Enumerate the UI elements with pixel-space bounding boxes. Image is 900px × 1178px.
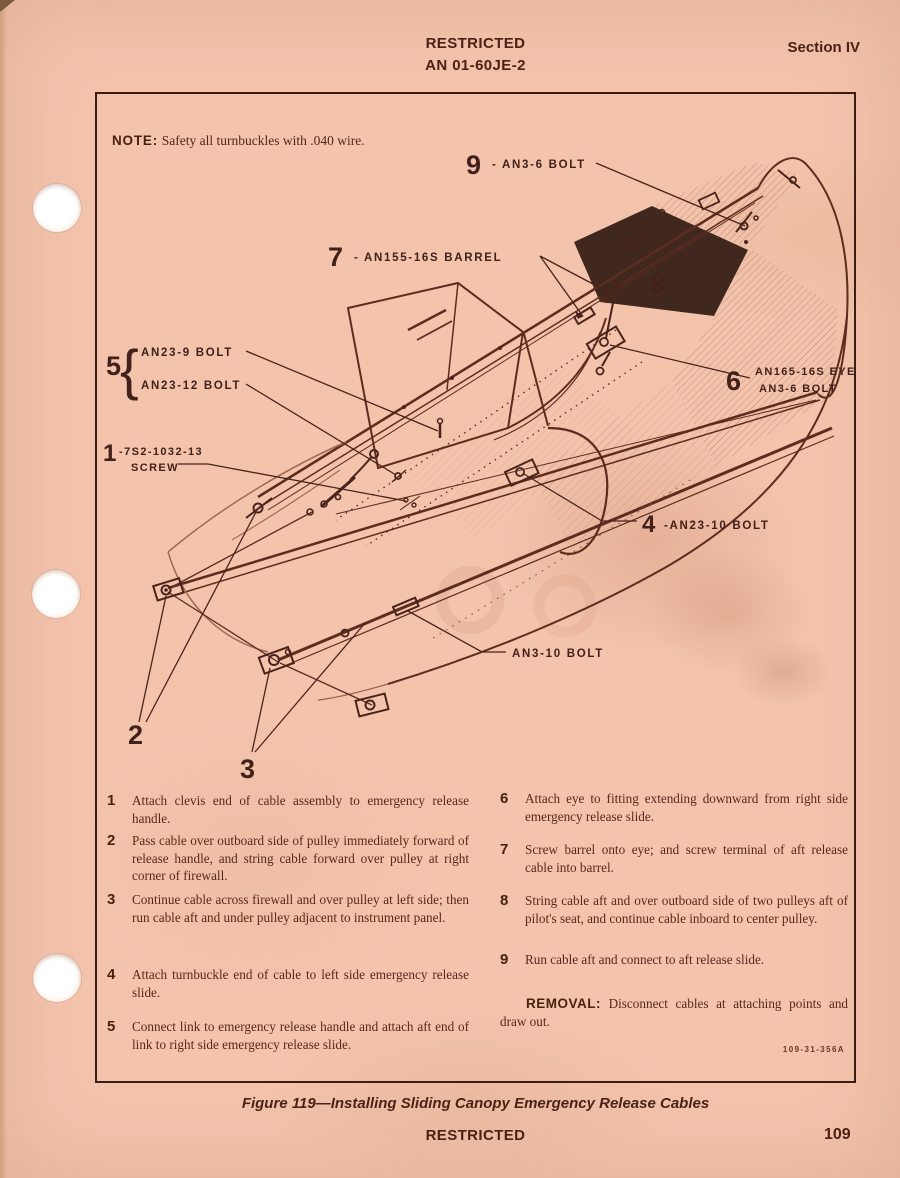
callout-1-number: 1 <box>103 440 117 467</box>
removal-text: Disconnect cables at attaching points and draw out. <box>500 996 849 1029</box>
step-5-text: Connect link to emergency release handle and attach aft end of link to right side emergency release slide. <box>132 1019 469 1052</box>
right-release-slide <box>587 327 625 359</box>
canopy-cable-illustration <box>95 92 856 1083</box>
callout-4-label: -AN23-10 BOLT <box>664 520 770 532</box>
callout-1-line1: -7S2-1032-13 <box>119 446 204 458</box>
page-number: 109 <box>824 1126 851 1143</box>
fuselage-shading <box>402 162 838 552</box>
callout-7-label: - AN155-16S BARREL <box>354 252 503 264</box>
step-7-text: Screw barrel onto eye; and screw terminal of aft release cable into barrel. <box>525 842 848 875</box>
callout-5-line1: AN23-9 BOLT <box>141 347 233 359</box>
step-1-text: Attach clevis end of cable assembly to emergency release handle. <box>132 793 469 826</box>
step-4-number: 4 <box>107 966 116 983</box>
punch-hole-bottom <box>33 954 81 1002</box>
callout-3-number: 3 <box>240 754 256 784</box>
step-8 <box>500 892 848 927</box>
step-4-text: Attach turnbuckle end of cable to left side emergency release slide. <box>132 967 469 1000</box>
callout-5-number: 5 <box>106 351 122 381</box>
figure-caption: Figure 119—Installing Sliding Canopy Emergency Release Cables <box>241 1095 710 1112</box>
callout-an310-label: AN3-10 BOLT <box>512 648 604 660</box>
step-6-number: 6 <box>500 790 509 807</box>
header-classification: RESTRICTED <box>425 35 526 52</box>
footer-classification: RESTRICTED <box>425 1127 526 1144</box>
punch-hole-top <box>33 184 81 232</box>
header-section: Section IV <box>787 39 860 56</box>
left-slide-pulley <box>153 578 183 600</box>
callout-7-number: 7 <box>328 242 344 272</box>
step-6-text: Attach eye to fitting extending downward from right side emergency release slide. <box>525 791 848 824</box>
step-3-text: Continue cable across firewall and over pulley at left side; then run cable aft and under pulley adjacent to instrument panel. <box>132 892 469 925</box>
step-2 <box>107 832 469 885</box>
callout-2-number: 2 <box>128 720 144 750</box>
callout-1-line2: SCREW <box>131 462 179 474</box>
callout-9-label: - AN3-6 BOLT <box>492 159 586 171</box>
step-5-number: 5 <box>107 1018 116 1035</box>
step-3-number: 3 <box>107 891 116 908</box>
callout-5-brace: { <box>120 338 139 401</box>
callout-5-line2: AN23-12 BOLT <box>141 380 242 392</box>
step-2-text: Pass cable over outboard side of pulley immediately forward of release handle, and string cable forward over pulley at right corner of firewall. <box>132 833 469 884</box>
step-7 <box>500 841 848 876</box>
drawing-code: 109-31-356A <box>782 1045 845 1054</box>
cable-eye <box>597 368 604 375</box>
step-1-number: 1 <box>107 792 116 809</box>
step-8-number: 8 <box>500 892 509 909</box>
step-4 <box>107 966 469 1001</box>
callout-6-number: 6 <box>726 366 742 396</box>
step-9-text: Run cable aft and connect to aft release slide. <box>525 952 765 967</box>
step-1 <box>107 792 469 827</box>
callout-4-number: 4 <box>642 511 656 538</box>
removal-note <box>500 995 848 1031</box>
punch-hole-middle <box>32 570 80 618</box>
callout-6-line1: AN165-16S EYE <box>755 366 856 378</box>
step-7-number: 7 <box>500 841 509 858</box>
callout-6-line2: AN3-6 BOLT <box>759 383 837 395</box>
removal-label: REMOVAL: <box>526 996 601 1011</box>
step-9 <box>500 951 848 969</box>
step-6 <box>500 790 848 825</box>
page-header <box>95 33 856 77</box>
step-2-number: 2 <box>107 832 116 849</box>
step-8-text: String cable aft and over outboard side of two pulleys aft of pilot's seat, and continue cable inboard to center pulley. <box>525 893 848 926</box>
callout-8-number: 8 <box>650 269 666 299</box>
callout-9-number: 9 <box>466 150 482 180</box>
step-9-number: 9 <box>500 951 509 968</box>
sill-bolt <box>438 419 443 439</box>
page-left-edge <box>0 0 7 1178</box>
link-bolt <box>392 470 406 482</box>
note-label: NOTE: <box>112 133 158 148</box>
step-5 <box>107 1018 469 1053</box>
header-doc-number: AN 01-60JE-2 <box>425 57 526 74</box>
page-corner-mark <box>0 0 15 12</box>
note-text: Safety all turnbuckles with .040 wire. <box>161 133 365 148</box>
step-3 <box>107 891 469 926</box>
